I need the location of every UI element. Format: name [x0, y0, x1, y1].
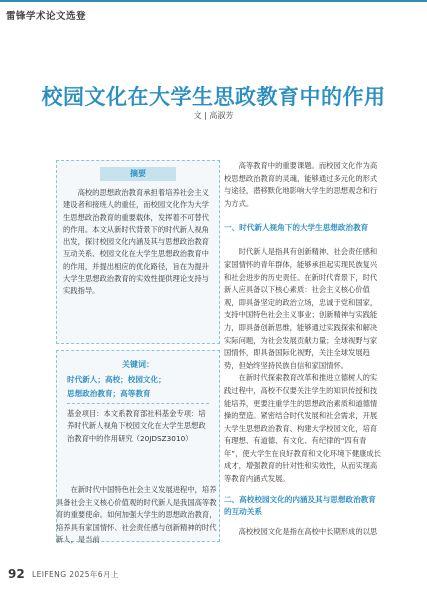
body-paragraph: 高校校园文化是指在高校中长期形成的以思	[238, 526, 378, 536]
header-rule	[0, 0, 427, 2]
keywords-list	[67, 373, 212, 400]
header-bar	[0, 0, 427, 22]
abstract-text: 高校的思想政治教育承担着培养社会主义建设者和接班人的重任，而校园文化作为大学生思想政治教育的重要载体，发挥着不可替代的作用。本文从新时代背景下的时代新人视角出发，探讨校园文化内涵及其与思想政治教育互动关系、校园文化在大学生思想政治教育中的作用，并提出相应的优化路径，旨在为提升大学生思想政治教育的实效性提供理论支持与实践指导。	[63, 188, 209, 296]
keywords-heading: 关键词：	[122, 360, 154, 369]
footer	[0, 562, 427, 582]
body-paragraph: 在新时代探索教育改革和推进立德树人的实践过程中，高校不仅要关注学生的知识传授和技能培养，更要注重学生的思想政治素质和道德情操的塑造。紧密结合时代发展和社会需求，开展大学生思想政治教育、构建大学校园文化，培育有理想、有道德、有文化、有纪律的“四有青年”，使大学生在良好教育和文化环境下健康成长成才，增强教育的针对性和实效性，从而实现高等教育内涵式发展。	[224, 373, 382, 484]
fund-note: 基金项目：本文系教育部社科基金专项：培养时代新人视角下校园文化在大学生思想政治教育中的作用研究（20JDSZ3010）	[67, 409, 206, 443]
body-paragraph: 时代新人是指具有创新精神、社会责任感和家国情怀的青年群体，能够承担起实现民族复兴和社会进步的历史责任。在新时代背景下，时代新人应具备以下核心素质：社会主义核心价值观，即具备坚定的政治立场，忠诚于党和国家，支持中国特色社会主义事业；创新精神与实践能力，即具备创新思维，能够通过实践探索和解决实际问题，为社会发展贡献力量；全球视野与家国情怀，即具备国际化视野，关注全球发展趋势，但始终坚持民族自信和家国情怀。	[224, 247, 378, 370]
keywords-line: 时代新人；高校；校园文化；	[67, 375, 166, 384]
section-heading-1: 一、时代新人视角下的大学生思想政治教育	[224, 223, 369, 233]
keywords-line: 思想政治教育；高等教育	[67, 388, 151, 398]
article-author: 文 | 高淑芳	[193, 111, 234, 120]
body-paragraph: 高等教育中的重要课题。而校园文化作为高校思想政治教育的灵魂，能够通过多元化的形式与途径，潜移默化地影响大学生的思想观念和行为方式。	[224, 161, 378, 208]
article-title: 校园文化在大学生思政教育中的作用	[41, 85, 386, 109]
section-heading-2: 二、高校校园文化的内涵及其与思想政治教育的互动关系	[224, 494, 376, 516]
keywords-divider	[67, 403, 209, 404]
left-body-text: 在新时代中国特色社会主义发展进程中，培养具备社会主义核心价值观的时代新人是我国高等教育的重要使命。如何加强大学生的思想政治教育，培养具有家国情怀、社会责任感与创新精神的时代新人，是当前	[56, 485, 217, 545]
abstract-box	[56, 160, 220, 344]
right-column	[224, 160, 382, 538]
page-number: 92	[8, 567, 25, 581]
abstract-heading: 摘要	[100, 167, 176, 181]
publication-info: LEIFENG 2025年6月上	[32, 570, 119, 579]
section-tag: 雷锋学术论文选登	[6, 11, 87, 22]
